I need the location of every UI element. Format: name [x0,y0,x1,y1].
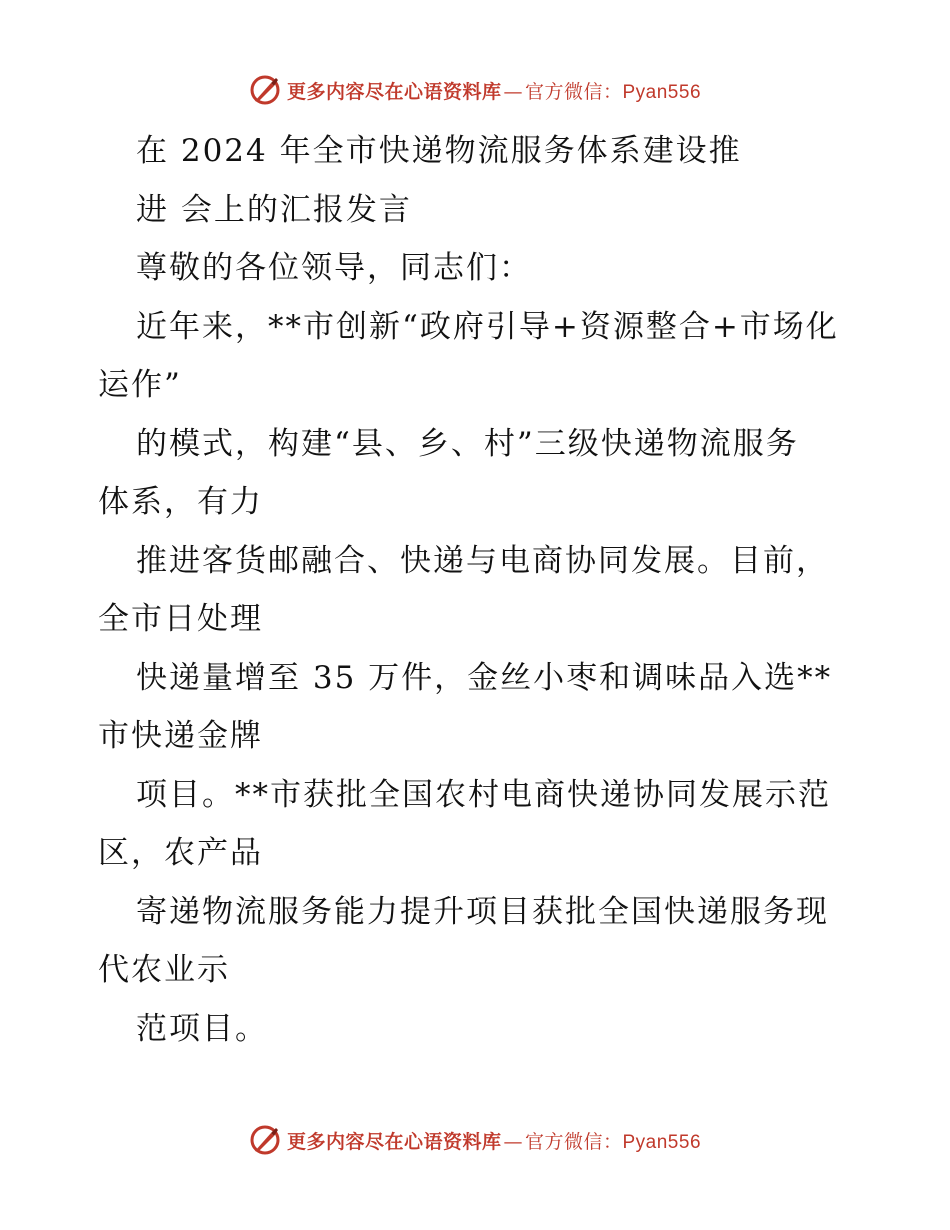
banner-main-text: 更多内容尽在心语资料库 [286,80,502,103]
footer-banner [0,1120,950,1160]
paragraph-line: 运作” [98,367,182,403]
paragraph-line: 区，农产品 [98,835,263,871]
banner-wechat-id: Pyan556 [622,81,702,103]
banner-wechat-label: 官方微信： [524,1130,623,1153]
banner-main-text: 更多内容尽在心语资料库 [286,1130,502,1153]
document-body [98,122,858,1058]
paragraph-line: 范项目。 [136,1010,268,1047]
paragraph-line: 寄递物流服务能力提升项目获批全国快递服务现 [136,893,829,930]
paragraph-line: 近年来，**市创新“政府引导+资源整合+市场化 [136,308,839,345]
banner-wechat-label: 官方微信： [524,80,623,103]
banner-text [287,77,701,104]
pen-logo-icon [249,1124,281,1156]
banner-separator: — [503,1130,523,1153]
paragraph-line: 的模式，构建“县、乡、村”三级快递物流服务 [136,425,799,462]
title-line-2: 进 会上的汇报发言 [136,191,412,228]
banner-wechat-id: Pyan556 [622,1131,702,1153]
banner-text [287,1127,701,1154]
paragraph-line: 快递量增至 35 万件，金丝小枣和调味品入选** [136,659,833,696]
banner-separator: — [503,80,523,103]
paragraph-line: 体系，有力 [98,484,263,520]
paragraph-line: 市快递金牌 [98,718,263,754]
pen-logo-icon [249,74,281,106]
title-line-1: 在 2024 年全市快递物流服务体系建设推 [136,133,742,169]
salutation: 尊敬的各位领导，同志们： [136,250,532,286]
paragraph-line: 全市日处理 [98,601,263,637]
header-banner [0,70,950,110]
paragraph-line: 项目。**市获批全国农村电商快递协同发展示范 [136,776,831,813]
paragraph-line: 推进客货邮融合、快递与电商协同发展。目前， [136,542,829,579]
paragraph-line: 代农业示 [98,952,230,988]
